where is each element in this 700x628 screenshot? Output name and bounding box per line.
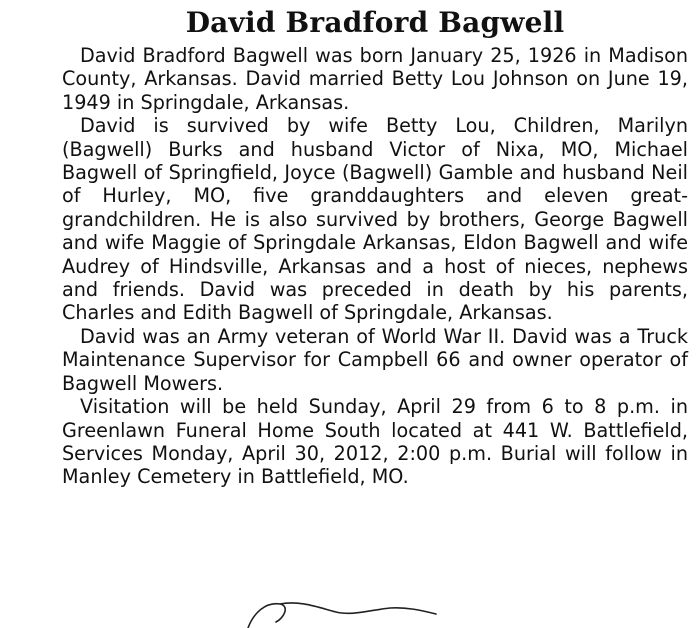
obituary-title: David Bradford Bagwell	[185, 6, 565, 39]
decorative-script-flourish	[240, 598, 440, 628]
obituary-notice	[62, 6, 688, 489]
obituary-paragraph-birth: David Bradford Bagwell was born January 25, 1926 in Madison County, Arkansas. David married Betty Lou Johnson on June 19, 1949 in Springdale, Arkansas.	[62, 44, 688, 114]
obituary-paragraph-survivors: David is survived by wife Betty Lou, Children, Marilyn (Bagwell) Burks and husband Victor of Nixa, MO, Michael Bagwell of Springfield, Joyce (Bagwell) Gamble and husband Neil of Hurley, MO, five granddaughters and eleven great-grandchildren. He is also survived by brothers, George Bagwell and wife Maggie of Springdale Arkansas, Eldon Bagwell and wife Audrey of Hindsville, Arkansas and a host of nieces, nephews and friends. David was preceded in death by his parents, Charles and Edith Bagwell of Springdale, Arkansas.	[62, 114, 688, 325]
obituary-paragraph-services: Visitation will be held Sunday, April 29 from 6 to 8 p.m. in Greenlawn Funeral Home South located at 441 W. Battlefield, Services Monday, April 30, 2012, 2:00 p.m. Burial will follow in Manley Cemetery in Battlefield, MO.	[62, 395, 688, 489]
obituary-paragraph-career: David was an Army veteran of World War II. David was a Truck Maintenance Supervisor for Campbell 66 and owner operator of Bagwell Mowers.	[62, 324, 688, 395]
